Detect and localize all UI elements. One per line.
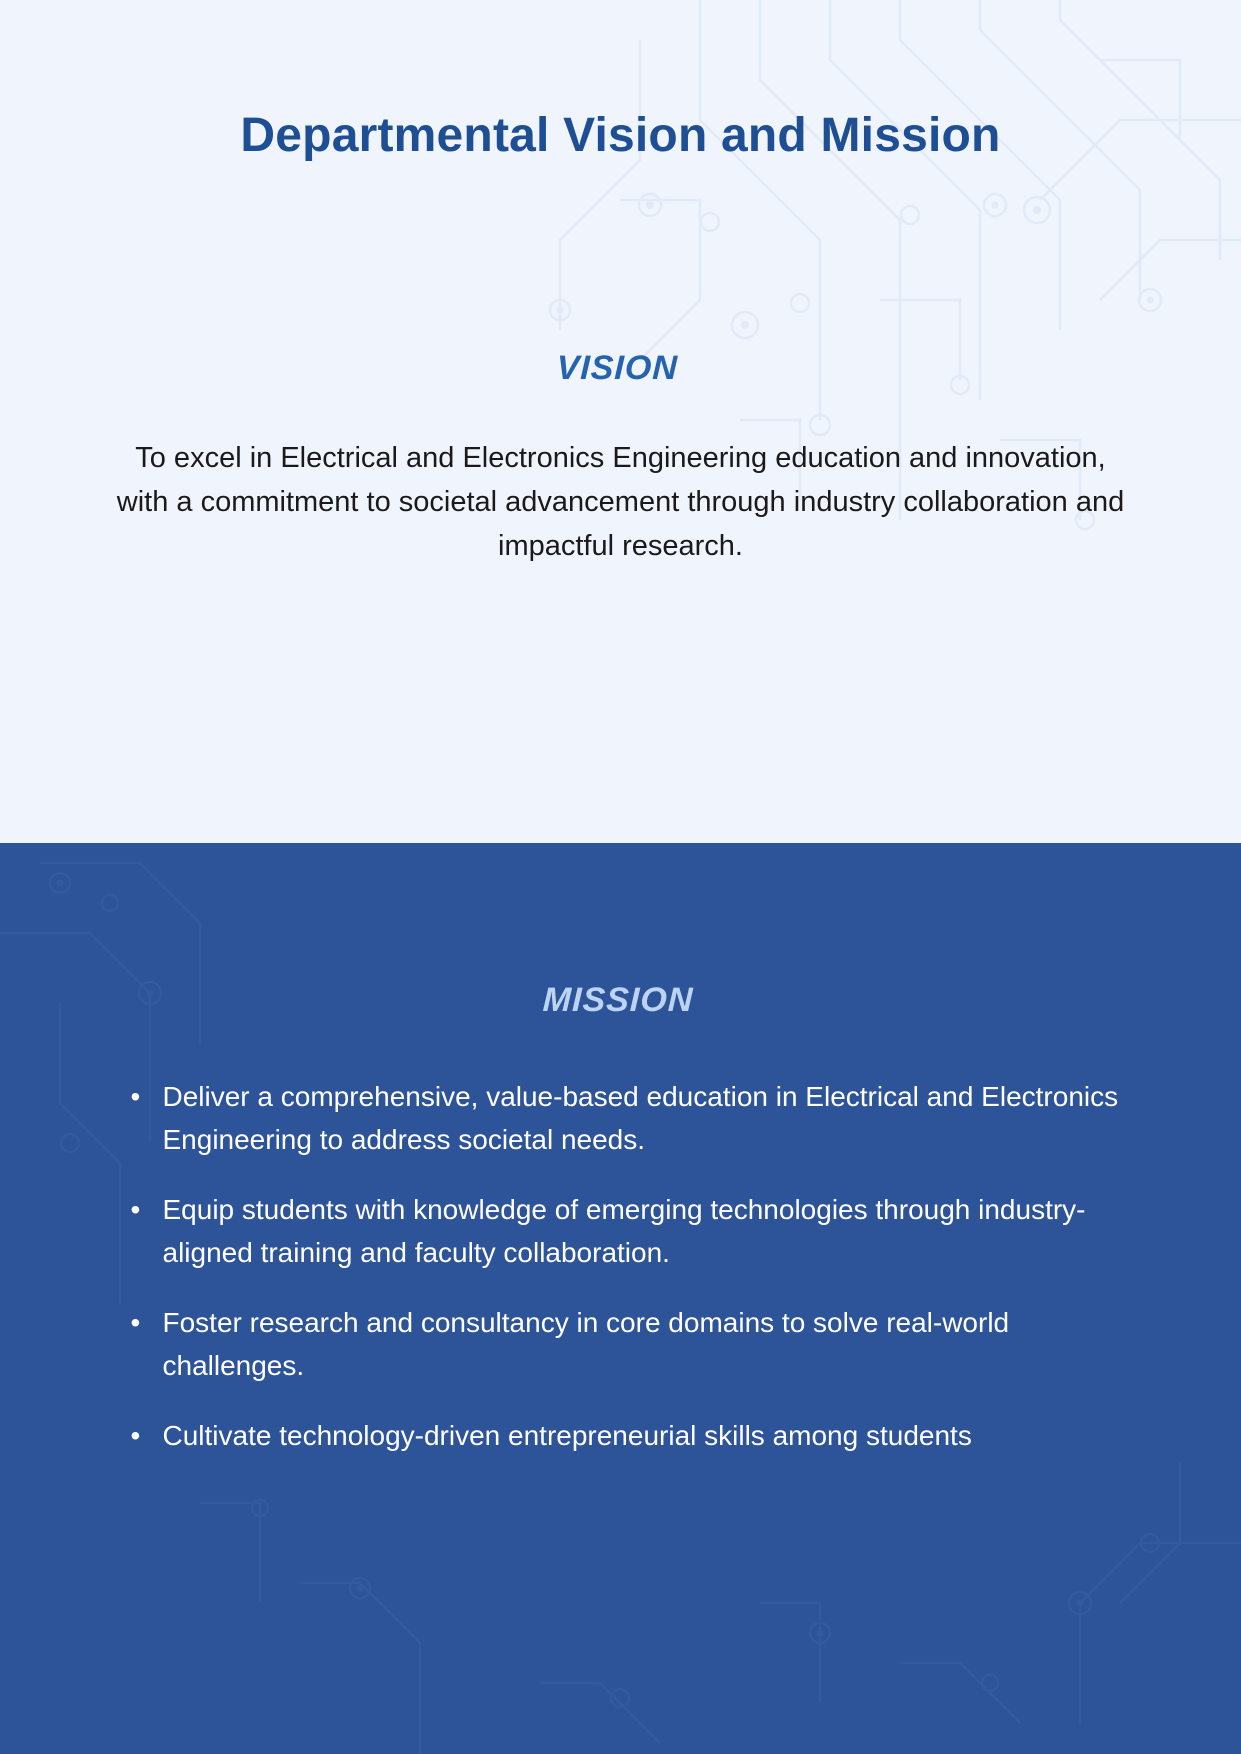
list-item-text: Cultivate technology-driven entrepreneurial skills among students [162,1420,972,1452]
vision-heading: VISION [555,349,679,387]
vision-section [0,0,1241,843]
bullet-icon: • [130,1194,141,1226]
list-item [121,1076,1121,1161]
list-item-text: Foster research and consultancy in core domains to solve real-world challenges. [162,1307,1010,1381]
mission-section [0,843,1241,1754]
list-item [121,1302,1121,1387]
bullet-icon: • [130,1081,141,1112]
mission-list [121,1020,1121,1458]
list-item-text: Deliver a comprehensive, value-based education in Electrical and Electronics Engineering to address societal needs. [162,1081,1119,1155]
list-item [121,1189,1121,1274]
mission-heading: MISSION [542,981,695,1019]
page-title: Departmental Vision and Mission [240,109,1001,162]
bullet-icon: • [130,1420,141,1452]
vision-text: To excel in Electrical and Electronics Engineering education and innovation, with a commitment to societal advancement through industry collaboration and impactful research. [116,442,1125,563]
list-item-text: Equip students with knowledge of emerging technologies through industry- aligned training and faculty collaboration. [162,1194,1086,1268]
list-item [121,1415,1121,1458]
bullet-icon: • [130,1307,141,1339]
